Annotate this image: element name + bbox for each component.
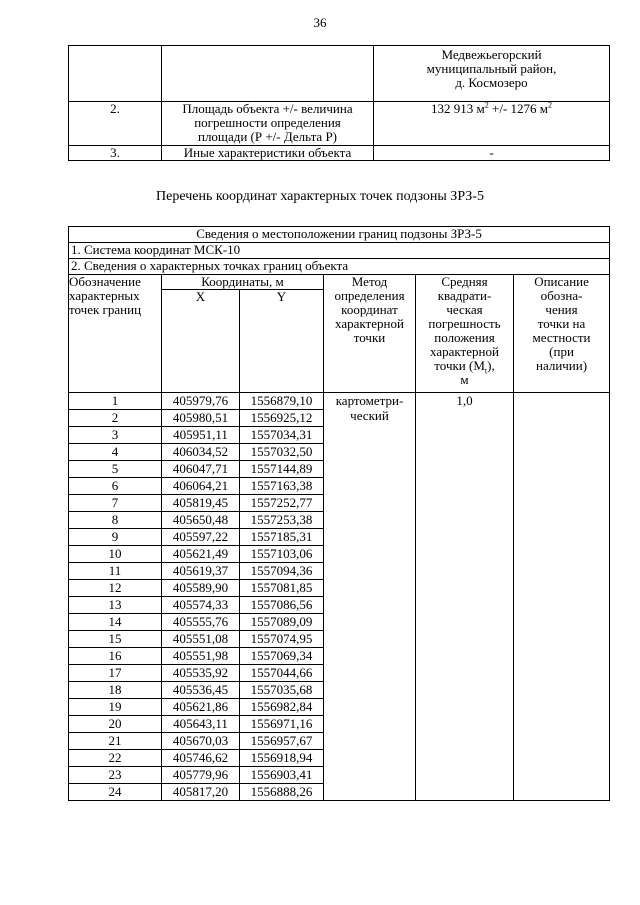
point-number: 8: [69, 512, 162, 529]
point-x: 405817,20: [162, 784, 240, 801]
point-number: 15: [69, 631, 162, 648]
area-unit-sup: 2: [547, 100, 552, 110]
accuracy-mt: точки (M: [434, 358, 485, 373]
point-y: 1557253,38: [240, 512, 324, 529]
coords-title: Перечень координат характерных точек подзоны ЗРЗ-5: [156, 189, 484, 204]
header-line: определения: [334, 288, 405, 303]
method-line: картометри-: [335, 393, 404, 408]
area-value: 132 913 м: [431, 101, 485, 116]
header-line: Средняя: [441, 274, 488, 289]
header-line: характерной: [430, 344, 499, 359]
point-x: 405670,03: [162, 733, 240, 750]
point-x: 405574,33: [162, 597, 240, 614]
header-line: положения: [434, 330, 495, 345]
point-number: 19: [69, 699, 162, 716]
point-y: 1556971,16: [240, 716, 324, 733]
point-y: 1556957,67: [240, 733, 324, 750]
point-x: 405597,22: [162, 529, 240, 546]
point-number: 7: [69, 495, 162, 512]
point-number: 1: [69, 393, 162, 410]
point-y: 1557144,89: [240, 461, 324, 478]
point-number: 12: [69, 580, 162, 597]
header-line: обозна-: [540, 288, 583, 303]
section-title: 2. Сведения о характерных точках границ объекта: [69, 259, 610, 275]
point-y: 1556903,41: [240, 767, 324, 784]
point-number: 6: [69, 478, 162, 495]
point-y: 1557069,34: [240, 648, 324, 665]
header-line: м: [460, 372, 469, 387]
page-number: 36: [313, 15, 327, 30]
header-line: точки: [353, 330, 386, 345]
header-row: [69, 275, 610, 290]
header-line: наличии): [535, 358, 588, 373]
point-x: 405555,76: [162, 614, 240, 631]
point-x: 405819,45: [162, 495, 240, 512]
point-number: 17: [69, 665, 162, 682]
point-number: 5: [69, 461, 162, 478]
point-y: 1557034,31: [240, 427, 324, 444]
point-x: 406047,71: [162, 461, 240, 478]
header-line: точек границ: [69, 302, 142, 317]
location-line: Медвежьегорский: [441, 47, 542, 62]
point-y: 1557089,09: [240, 614, 324, 631]
point-number: 10: [69, 546, 162, 563]
point-number: 16: [69, 648, 162, 665]
point-y: 1557044,66: [240, 665, 324, 682]
cell-area-value: [374, 102, 610, 146]
point-number: 22: [69, 750, 162, 767]
point-number: 18: [69, 682, 162, 699]
table-system-row: [69, 243, 610, 259]
label-line: Иные характеристики объекта: [183, 145, 352, 160]
table-row: [69, 146, 610, 161]
header-coords: Координаты, м: [162, 275, 324, 290]
point-x: 405643,11: [162, 716, 240, 733]
point-y: 1557163,38: [240, 478, 324, 495]
method-value: [324, 393, 416, 801]
point-number: 9: [69, 529, 162, 546]
object-characteristics-table: [68, 45, 610, 161]
header-description: [514, 275, 610, 393]
header-line: Описание: [534, 274, 589, 289]
header-line: координат: [341, 302, 398, 317]
header-method: [324, 275, 416, 393]
point-number: 3: [69, 427, 162, 444]
header-line: [418, 358, 511, 376]
point-x: 405551,08: [162, 631, 240, 648]
header-line: характерных: [69, 288, 140, 303]
cell-num: [69, 46, 162, 102]
point-y: 1556879,10: [240, 393, 324, 410]
cell-label: [162, 46, 374, 102]
header-line: Обозначение: [69, 274, 141, 289]
point-number: 2: [69, 410, 162, 427]
table-caption: Сведения о местоположении границ подзоны ЗРЗ-5: [69, 227, 610, 243]
point-x: 406064,21: [162, 478, 240, 495]
cell-num: 3.: [69, 146, 162, 161]
method-line: ческий: [350, 408, 389, 423]
point-x: 405536,45: [162, 682, 240, 699]
header-accuracy: [416, 275, 514, 393]
label-line: Площадь объекта +/- величина: [182, 101, 353, 116]
point-x: 405951,11: [162, 427, 240, 444]
point-number: 4: [69, 444, 162, 461]
accuracy-close: ),: [487, 358, 495, 373]
table-row: [69, 102, 610, 146]
point-x: 405746,62: [162, 750, 240, 767]
table-row: [69, 46, 610, 102]
header-line: погрешность: [428, 316, 501, 331]
cell-label: [162, 102, 374, 146]
point-number: 11: [69, 563, 162, 580]
header-y: Y: [240, 290, 324, 393]
point-y: 1556925,12: [240, 410, 324, 427]
point-y: 1557103,06: [240, 546, 324, 563]
point-number: 24: [69, 784, 162, 801]
label-line: площади (Р +/- Дельта Р): [197, 129, 337, 144]
description-value: [514, 393, 610, 801]
point-y: 1557252,77: [240, 495, 324, 512]
header-line: квадрати-: [437, 288, 492, 303]
table-section-row: [69, 259, 610, 275]
point-x: 405589,90: [162, 580, 240, 597]
area-unit-sup: 2: [484, 100, 489, 110]
table-caption-row: [69, 227, 610, 243]
accuracy-sub: t: [484, 366, 488, 376]
header-line: характерной: [335, 316, 404, 331]
point-x: 405621,86: [162, 699, 240, 716]
area-tolerance: +/- 1276 м: [488, 101, 548, 116]
cell-label: [162, 146, 374, 161]
point-number: 14: [69, 614, 162, 631]
point-y: 1557035,68: [240, 682, 324, 699]
coordinate-system: 1. Система координат МСК-10: [69, 243, 610, 259]
point-y: 1557074,95: [240, 631, 324, 648]
point-y: 1557086,56: [240, 597, 324, 614]
point-x: 405619,37: [162, 563, 240, 580]
point-y: 1556982,84: [240, 699, 324, 716]
label-line: погрешности определения: [194, 115, 341, 130]
point-y: 1557032,50: [240, 444, 324, 461]
point-number: 23: [69, 767, 162, 784]
point-y: 1556888,26: [240, 784, 324, 801]
cell-num: 2.: [69, 102, 162, 146]
header-x: X: [162, 290, 240, 393]
point-number: 20: [69, 716, 162, 733]
header-line: Метод: [351, 274, 388, 289]
header-line: точки на: [537, 316, 586, 331]
point-y: 1557081,85: [240, 580, 324, 597]
accuracy-value: 1,0: [416, 393, 514, 801]
point-x: 405621,49: [162, 546, 240, 563]
point-x: 405535,92: [162, 665, 240, 682]
point-number: 13: [69, 597, 162, 614]
table-row: [69, 393, 610, 410]
header-line: местности: [532, 330, 591, 345]
header-designation: [69, 275, 162, 393]
cell-value: -: [374, 146, 610, 161]
location-line: д. Космозеро: [455, 75, 528, 90]
header-line: ческая: [446, 302, 483, 317]
point-x: 405980,51: [162, 410, 240, 427]
location-line: муниципальный район,: [426, 61, 557, 76]
point-x: 406034,52: [162, 444, 240, 461]
point-x: 405779,96: [162, 767, 240, 784]
point-x: 405979,76: [162, 393, 240, 410]
header-line: (при: [549, 344, 574, 359]
coordinates-table: [68, 226, 610, 801]
point-x: 405551,98: [162, 648, 240, 665]
cell-location: [374, 46, 610, 102]
point-y: 1556918,94: [240, 750, 324, 767]
point-y: 1557185,31: [240, 529, 324, 546]
point-y: 1557094,36: [240, 563, 324, 580]
point-x: 405650,48: [162, 512, 240, 529]
header-line: чения: [545, 302, 578, 317]
point-number: 21: [69, 733, 162, 750]
